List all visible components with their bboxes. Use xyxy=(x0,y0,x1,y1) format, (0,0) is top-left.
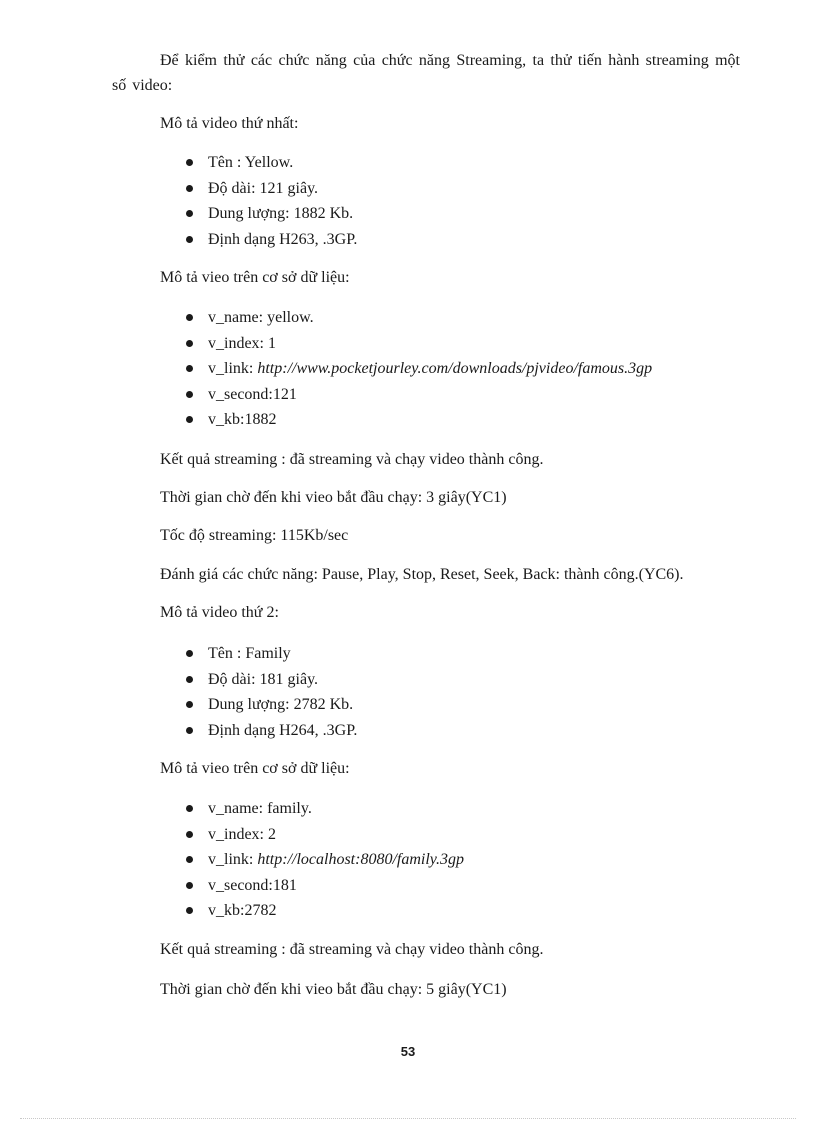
bullet-icon xyxy=(186,185,193,192)
intro-paragraph: Để kiểm thử các chức năng của chức năng Streaming, ta thử tiến hành streaming một số video: xyxy=(112,52,740,94)
bullet-icon xyxy=(186,416,193,423)
list-item: v_link: http://www.pocketjourley.com/downloads/pjvideo/famous.3gp xyxy=(160,358,652,384)
bullet-icon xyxy=(186,314,193,321)
video1-evaluation: Đánh giá các chức năng: Pause, Play, Stop, Reset, Seek, Back: thành công.(YC6). xyxy=(160,566,684,583)
list-item: v_second:121 xyxy=(160,384,652,410)
list-item: Định dạng H264, .3GP. xyxy=(160,720,357,746)
bullet-icon xyxy=(186,831,193,838)
list-item: v_kb:1882 xyxy=(160,409,652,435)
list-item: Dung lượng: 1882 Kb. xyxy=(160,203,357,229)
list-item: v_index: 2 xyxy=(160,824,464,850)
video1-speed: Tốc độ streaming: 115Kb/sec xyxy=(160,527,349,544)
video2-result: Kết quả streaming : đã streaming và chạy video thành công. xyxy=(160,941,544,958)
bullet-icon xyxy=(186,210,193,217)
video1-link[interactable]: http://www.pocketjourley.com/downloads/pjvideo/famous.3gp xyxy=(257,360,653,377)
video1-wait-time: Thời gian chờ đến khi vieo bắt đầu chạy: 3 giây(YC1) xyxy=(160,489,507,506)
bullet-icon xyxy=(186,701,193,708)
video1-db-heading: Mô tả vieo trên cơ sở dữ liệu: xyxy=(160,269,350,286)
bullet-icon xyxy=(186,856,193,863)
bullet-icon xyxy=(186,159,193,166)
bullet-icon xyxy=(186,365,193,372)
list-item: v_second:181 xyxy=(160,875,464,901)
page-number: 53 xyxy=(400,1044,416,1059)
list-item: v_index: 1 xyxy=(160,333,652,359)
video2-wait-time: Thời gian chờ đến khi vieo bắt đầu chạy: 5 giây(YC1) xyxy=(160,981,507,998)
bullet-icon xyxy=(186,676,193,683)
video2-bullet-list xyxy=(160,643,357,745)
bullet-icon xyxy=(186,650,193,657)
video1-heading: Mô tả video thứ nhất: xyxy=(160,115,299,132)
video1-db-list xyxy=(160,307,652,435)
list-item: Độ dài: 181 giây. xyxy=(160,669,357,695)
video2-db-heading: Mô tả vieo trên cơ sở dữ liệu: xyxy=(160,760,350,777)
video1-bullet-list xyxy=(160,152,357,254)
list-item: Tên : Yellow. xyxy=(160,152,357,178)
list-item: Dung lượng: 2782 Kb. xyxy=(160,694,357,720)
bullet-icon xyxy=(186,882,193,889)
bullet-icon xyxy=(186,391,193,398)
list-item: v_name: family. xyxy=(160,798,464,824)
bullet-icon xyxy=(186,907,193,914)
bullet-icon xyxy=(186,236,193,243)
video1-result: Kết quả streaming : đã streaming và chạy video thành công. xyxy=(160,451,544,468)
list-item: v_name: yellow. xyxy=(160,307,652,333)
list-item: Định dạng H263, .3GP. xyxy=(160,229,357,255)
list-item: v_kb:2782 xyxy=(160,900,464,926)
video2-heading: Mô tả video thứ 2: xyxy=(160,604,279,621)
list-item: Độ dài: 121 giây. xyxy=(160,178,357,204)
bullet-icon xyxy=(186,340,193,347)
video2-link[interactable]: http://localhost:8080/family.3gp xyxy=(257,851,464,868)
list-item: v_link: http://localhost:8080/family.3gp xyxy=(160,849,464,875)
bullet-icon xyxy=(186,805,193,812)
list-item: Tên : Family xyxy=(160,643,357,669)
bullet-icon xyxy=(186,727,193,734)
page-bottom-divider xyxy=(20,1118,796,1119)
video2-db-list xyxy=(160,798,464,926)
